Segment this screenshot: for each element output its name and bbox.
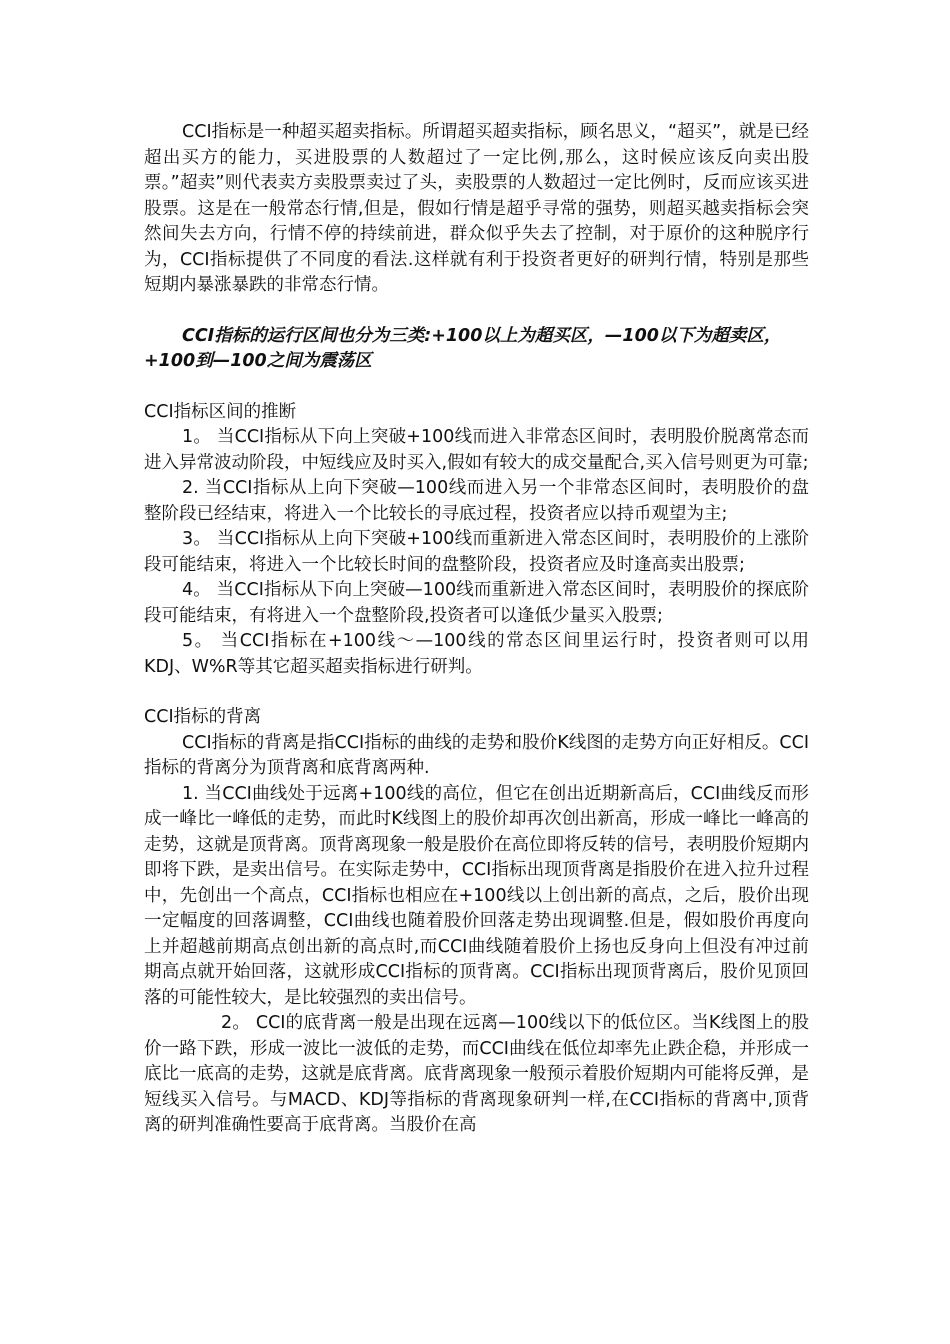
divergence-item-top: 1. 当CCI曲线处于远离+100线的高位，但它在创出近期新高后，CCI曲线反而形成一峰比一峰低的走势，而此时K线图上的股价却再次创出新高，形成一峰比一峰高的走势，这就是顶背离。顶背离现象一般是股价在高位即将反转的信号，表明股价短期内即将下跌，是卖出信号。在实际走势中，CCI指标出现顶背离是指股价在进入拉升过程中，先创出一个高点，CCI指标也相应在+100线以上创出新的高点，之后，股价出现一定幅度的回落调整，CCI曲线也随着股价回落走势出现调整.但是，假如股价再度向上并超越前期高点创出新的高点时,而CCI曲线随着股价上扬也反身向上但没有冲过前期高点就开始回落，这就形成CCI指标的顶背离。CCI指标出现顶背离后，股价见顶回落的可能性较大，是比较强烈的卖出信号。 [144, 783, 809, 1008]
spacer [144, 680, 809, 705]
document-page [144, 120, 809, 1139]
divergence-intro: CCI指标的背离是指CCI指标的曲线的走势和股价K线图的走势方向正好相反。CCI指标的背离分为顶背离和底背离两种. [144, 732, 809, 778]
spacer [144, 299, 809, 324]
interval-item: 1。 当CCI指标从下向上突破+100线而进入非常态区间时，表明股价脱离常态而进入异常波动阶段，中短线应及时买入,假如有较大的成交量配合,买入信号则更为可靠; [144, 427, 809, 473]
section-title-interval: CCI指标区间的推断 [144, 401, 297, 422]
spacer [144, 375, 809, 400]
zone-heading: CCI指标的运行区间也分为三类:+100以上为超买区，—100以下为超卖区，+100到—100之间为震荡区 [144, 325, 782, 371]
section-title-divergence: CCI指标的背离 [144, 707, 262, 727]
interval-item: 2. 当CCI指标从上向下突破—100线而进入另一个非常态区间时，表明股价的盘整阶段已经结束，将进入一个比较长的寻底过程，投资者应以持币观望为主; [144, 478, 809, 524]
interval-item: 4。 当CCI指标从下向上突破—100线而重新进入常态区间时，表明股价的探底阶段可能结束，有将进入一个盘整阶段,投资者可以逢低少量买入股票; [144, 580, 809, 626]
intro-paragraph: CCI指标是一种超买超卖指标。所谓超买超卖指标，顾名思义，“超买”，就是已经超出买方的能力，买进股票的人数超过了一定比例,那么，这时候应该反向卖出股票。”超卖”则代表卖方卖股票卖过了头，卖股票的人数超过一定比例时，反而应该买进股票。这是在一般常态行情,但是，假如行情是超乎寻常的强势，则超买越卖指标会突然间失去方向，行情不停的持续前进，群众似乎失去了控制，对于原价的这种脱序行为，CCI指标提供了不同度的看法.这样就有利于投资者更好的研判行情，特别是那些短期内暴涨暴跌的非常态行情。 [144, 122, 809, 295]
interval-item: 5。 当CCI指标在+100线～—100线的常态区间里运行时，投资者则可以用KDJ、W%R等其它超买超卖指标进行研判。 [144, 631, 809, 677]
divergence-item-bottom: 2。 CCI的底背离一般是出现在远离—100线以下的低位区。当K线图上的股价一路下跌，形成一波比一波低的走势，而CCI曲线在低位却率先止跌企稳，并形成一底比一底高的走势，这就是底背离。底背离现象一般预示着股价短期内可能将反弹，是短线买入信号。与MACD、KDJ等指标的背离现象研判一样,在CCI指标的背离中,顶背离的研判准确性要高于底背离。当股价在高 [144, 1013, 809, 1135]
interval-item: 3。 当CCI指标从上向下突破+100线而重新进入常态区间时，表明股价的上涨阶段可能结束，将进入一个比较长时间的盘整阶段，投资者应及时逢高卖出股票; [144, 529, 809, 575]
